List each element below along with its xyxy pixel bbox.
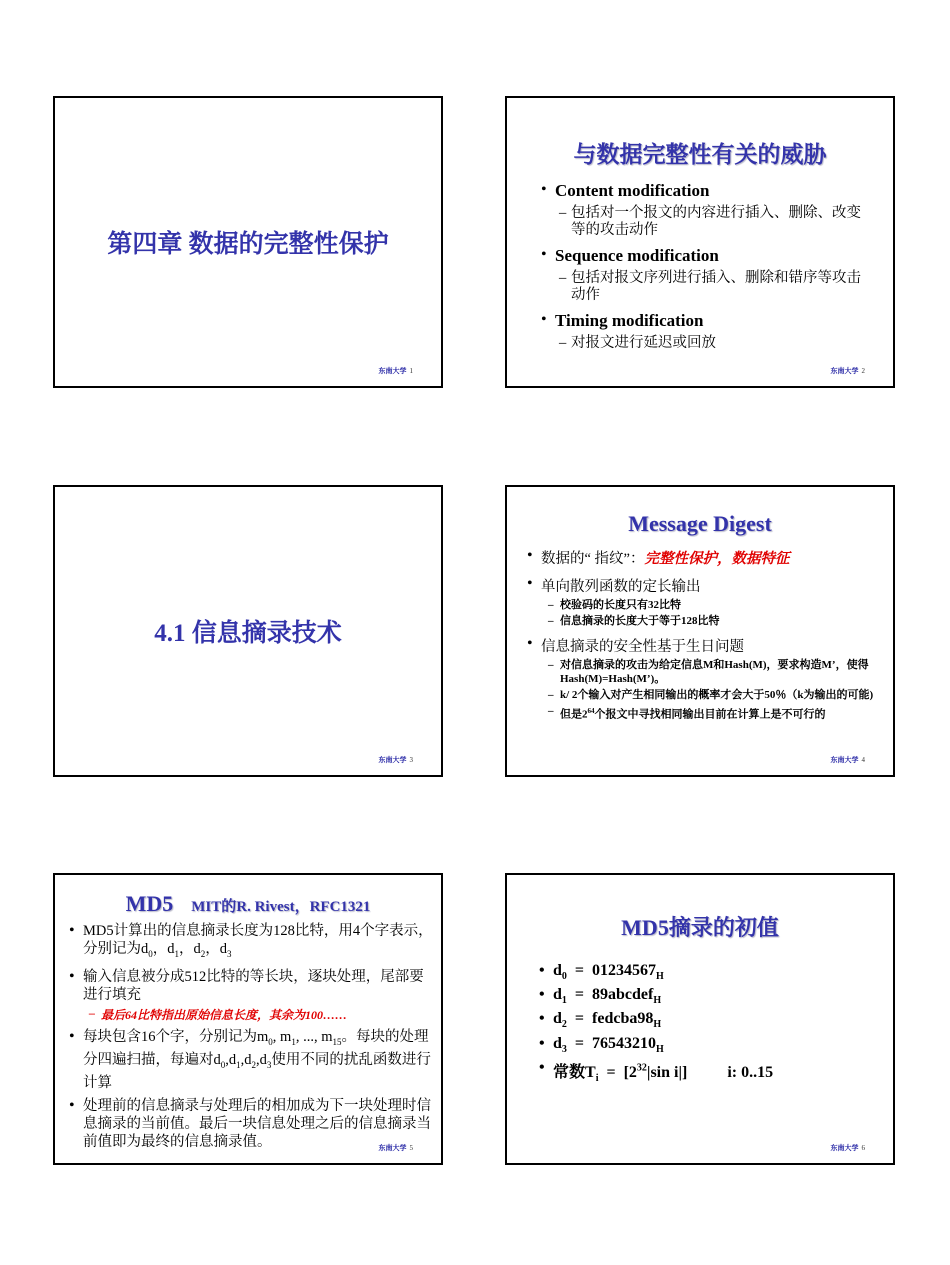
highlight-text: 完整性保护，数据特征 bbox=[644, 551, 790, 567]
bullet-main bbox=[541, 547, 877, 568]
subscript: 1 bbox=[291, 1036, 296, 1047]
title-main: MD5 bbox=[125, 891, 174, 916]
slide-title bbox=[55, 893, 441, 918]
text: 常数T bbox=[553, 1063, 596, 1081]
superscript: 64 bbox=[587, 707, 595, 715]
text: ，d bbox=[179, 941, 201, 957]
text: ，d bbox=[152, 941, 175, 957]
subscript: 2 bbox=[251, 1059, 256, 1070]
slide-footer bbox=[379, 1143, 414, 1153]
slide-2 bbox=[505, 96, 895, 388]
subscript: H bbox=[656, 1043, 664, 1055]
subscript: H bbox=[653, 1019, 662, 1031]
subscript: 2 bbox=[561, 1019, 567, 1031]
bullet-sub: – k/ 2个输入对产生相同输出的概率才会大于50％（k为输出的可能) bbox=[560, 688, 877, 702]
bullet-sub: – 包括对报文序列进行插入、删除和错序等攻击动作 bbox=[571, 270, 871, 304]
list-item bbox=[541, 547, 877, 568]
list-item bbox=[555, 246, 893, 304]
subscript: 3 bbox=[561, 1043, 567, 1055]
text: d bbox=[553, 986, 562, 1004]
subscript: 0 bbox=[220, 1059, 226, 1070]
subscript: i bbox=[595, 1072, 599, 1084]
list-item bbox=[555, 311, 893, 352]
subscript: 3 bbox=[227, 948, 232, 959]
list-item bbox=[553, 962, 893, 982]
slide-title: 4.1 信息摘录技术 bbox=[154, 620, 342, 647]
subscript: 1 bbox=[174, 948, 179, 959]
bullet-list bbox=[555, 181, 893, 352]
slide-footer bbox=[379, 366, 414, 376]
subscript: 1 bbox=[561, 995, 567, 1007]
bullet-sub bbox=[560, 704, 877, 722]
bullet-list bbox=[541, 547, 877, 722]
slide-number: 6 bbox=[861, 1144, 865, 1152]
text: 每块包含16个字，分别记为m bbox=[83, 1028, 269, 1045]
bullet-main: • Sequence modification bbox=[555, 246, 719, 265]
slide-title: Message Digest bbox=[628, 511, 772, 536]
subscript: H bbox=[653, 995, 662, 1007]
subscript: 0 bbox=[148, 948, 153, 959]
subscript: 0 bbox=[268, 1036, 273, 1047]
bullet-sub: – 信息摘录的长度大于等于128比特 bbox=[560, 614, 877, 628]
bullet-main: • 处理前的信息摘录与处理后的相加成为下一块处理时信息摘录的当前值。最后一块信息处理之后的信息摘录当前值即为最终的信息摘录值。 bbox=[83, 1097, 431, 1150]
slide-footer bbox=[379, 755, 414, 765]
list-item bbox=[553, 1059, 893, 1084]
bullet-text: 数据的“ 指纹”： bbox=[541, 551, 645, 567]
footer-university: 东南大学 bbox=[830, 367, 859, 375]
list-item bbox=[541, 635, 877, 722]
subscript: H bbox=[656, 971, 664, 983]
bullet-main: • Content modification bbox=[555, 181, 710, 200]
bullet-main: • 输入信息被分成512比特的等长块，逐块处理，尾部要进行填充 bbox=[83, 968, 424, 1003]
text: d bbox=[553, 1034, 562, 1052]
slide-number: 4 bbox=[861, 756, 865, 764]
bullet-main bbox=[83, 922, 433, 963]
text: d bbox=[553, 962, 562, 979]
bullet-main bbox=[83, 1028, 433, 1092]
slide-footer bbox=[831, 366, 866, 376]
subscript: 0 bbox=[561, 971, 567, 983]
subscript: 15 bbox=[332, 1036, 342, 1047]
slide-4 bbox=[505, 485, 895, 777]
slide-5 bbox=[53, 873, 443, 1165]
subscript: 3 bbox=[266, 1059, 272, 1070]
footer-university: 东南大学 bbox=[830, 756, 859, 764]
text: = 89abcdef bbox=[566, 986, 654, 1004]
list-item bbox=[553, 1035, 893, 1055]
slide-title: 与数据完整性有关的威胁 bbox=[573, 142, 827, 167]
text: = 76543210 bbox=[566, 1034, 657, 1052]
text: = 01234567 bbox=[566, 962, 657, 979]
footer-university: 东南大学 bbox=[378, 367, 407, 375]
text: MD5计算出的信息摘录长度为128比特，用4个字表示，分别记为d bbox=[83, 923, 433, 957]
text: ，d bbox=[205, 941, 227, 957]
text: ,d bbox=[240, 1051, 252, 1068]
list-item bbox=[541, 575, 877, 628]
sub-text: 但是2 bbox=[560, 708, 588, 721]
list-item bbox=[553, 986, 893, 1006]
slide-3 bbox=[53, 485, 443, 777]
bullet-sub: – 包括对一个报文的内容进行插入、删除、改变等的攻击动作 bbox=[571, 205, 871, 239]
bullet-sub: – 最后64比特指出原始信息长度，其余为100…… bbox=[101, 1006, 433, 1023]
text: = fedcba98 bbox=[566, 1010, 654, 1028]
superscript: 32 bbox=[636, 1062, 647, 1074]
bullet-main: • 单向散列函数的定长输出 bbox=[541, 579, 701, 595]
slide-footer bbox=[831, 1143, 866, 1153]
text: = [2 bbox=[598, 1063, 637, 1081]
subscript: 1 bbox=[236, 1059, 241, 1070]
bullet-main: • Timing modification bbox=[555, 311, 704, 330]
text: |sin i|] i: 0..15 bbox=[646, 1063, 774, 1081]
subscript: 2 bbox=[200, 948, 206, 959]
footer-university: 东南大学 bbox=[378, 756, 407, 764]
slide-1 bbox=[53, 96, 443, 388]
title-subtitle: MIT的R. Rivest，RFC1321 bbox=[191, 899, 371, 915]
slide-6 bbox=[505, 873, 895, 1165]
slide-title: MD5摘录的初值 bbox=[621, 915, 779, 940]
bullet-list bbox=[553, 962, 893, 1084]
text: 使用不同的扰乱函数进行计算 bbox=[83, 1051, 431, 1091]
list-item bbox=[553, 1010, 893, 1030]
list-item bbox=[83, 968, 433, 1023]
footer-university: 东南大学 bbox=[830, 1144, 859, 1152]
slide-footer bbox=[831, 755, 866, 765]
slide-title: 第四章 数据的完整性保护 bbox=[107, 231, 389, 258]
list-item bbox=[83, 922, 433, 963]
text: , ..., m bbox=[295, 1028, 333, 1045]
sub-text: 个报文中寻找相同输出目前在计算上是不可行的 bbox=[594, 708, 826, 721]
text: ,d bbox=[225, 1051, 237, 1068]
text: , m bbox=[272, 1028, 292, 1045]
bullet-sub: – 校验码的长度只有32比特 bbox=[560, 598, 877, 612]
text: ,d bbox=[256, 1051, 267, 1068]
slide-number: 1 bbox=[409, 367, 413, 375]
text: d bbox=[553, 1010, 562, 1028]
footer-university: 东南大学 bbox=[378, 1144, 407, 1152]
list-item bbox=[555, 181, 893, 239]
slide-number: 3 bbox=[409, 756, 413, 764]
bullet-sub: – 对报文进行延迟或回放 bbox=[571, 335, 871, 352]
bullet-sub: – 对信息摘录的攻击为给定信息M和Hash(M)，要求构造M’，使得Hash(M)=Hash(M’)。 bbox=[560, 658, 877, 686]
bullet-main: • 信息摘录的安全性基于生日问题 bbox=[541, 639, 744, 655]
bullet-list bbox=[83, 922, 433, 1151]
list-item bbox=[83, 1028, 433, 1092]
slide-number: 5 bbox=[409, 1144, 413, 1152]
slide-number: 2 bbox=[861, 367, 865, 375]
text: 。每块的处理分四遍扫描，每遍对d bbox=[83, 1028, 429, 1068]
